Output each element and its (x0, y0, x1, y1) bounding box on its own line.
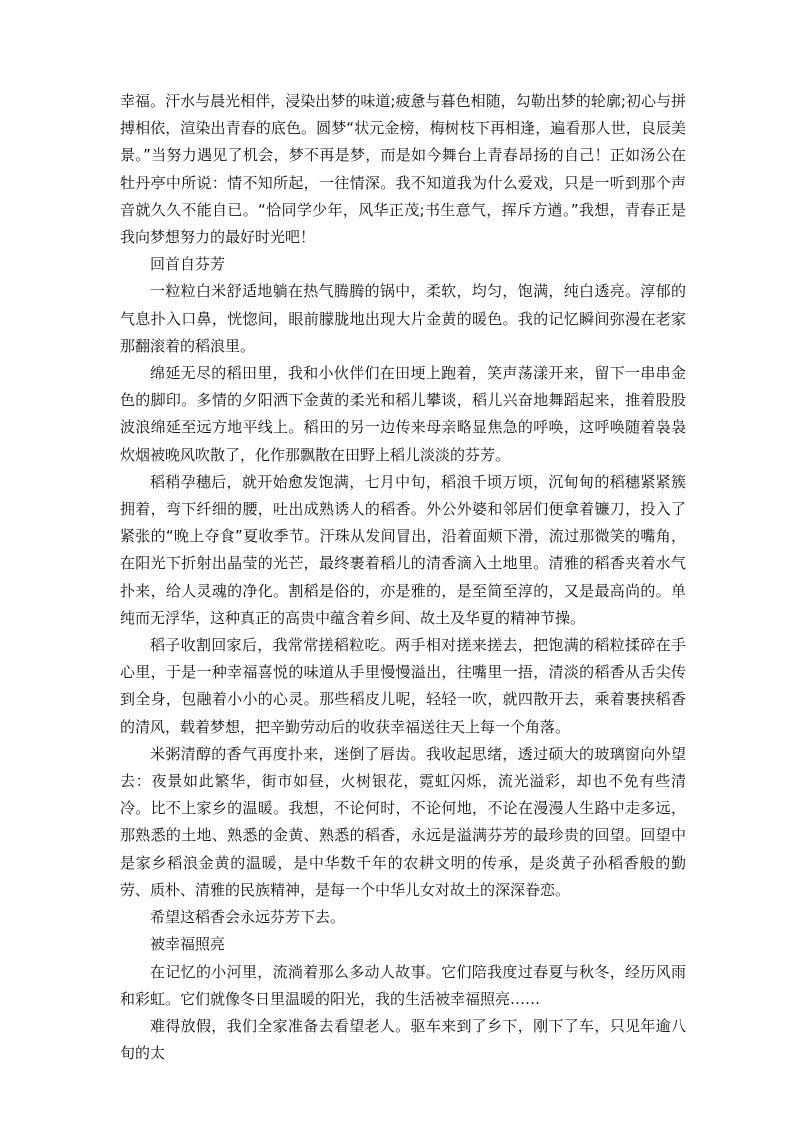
essay-title-huishou: 回首自芬芳 (150, 255, 226, 274)
essay-title-xingfu: 被幸福照亮 (150, 935, 226, 954)
paragraph-memory-river: 在记忆的小河里，流淌着那么多动人故事。它们陪我度过春夏与秋冬，经历风雨和彩虹。它们就像冬日里温暖的阳光，我的生活被幸福照亮…… (120, 962, 686, 1008)
paragraph-holiday-visit: 难得放假，我们全家准备去看望老人。驱车来到了乡下，刚下了车，只见年逾八旬的太 (120, 1016, 686, 1063)
paragraph-rice-field: 绵延无尽的稻田里，我和小伙伴们在田埂上跑着，笑声荡漾开来，留下一串串金色的脚印。多情的夕阳洒下金黄的柔光和稻儿攀谈，稻儿兴奋地舞蹈起来，推着股股波浪绵延至远方地平线上。稻田的另一边传来母亲略显焦急的呼唤，这呼唤随着袅袅炊烟被晚风吹散了，化作那飘散在田野上稻儿淡淡的芬芳。 (120, 364, 686, 464)
paragraph-harvest: 稻稍孕穗后，就开始愈发饱满，七月中旬，稻浪千顷万顷，沉甸甸的稻穗紧紧簇拥着，弯下纤细的腰，吐出成熟诱人的稻香。外公外婆和邻居们便拿着镰刀，投入了紧张的“晚上夺食”夏收季节。汗珠从发间冒出，沿着面颊下滑，流过那微笑的嘴角，在阳光下折射出晶莹的光芒，最终裹着稻儿的清香滴入土地里。清雅的稻香夹着水气扑来，给人灵魂的净化。割稻是俗的，亦是雅的，是至简至淳的，又是最高尚的。单纯而无浮华，这种真正的高贵中蕴含着乡间、故土及华夏的精神节操。 (120, 472, 686, 627)
paragraph-city-night: 米粥清醇的香气再度扑来，迷倒了唇齿。我收起思绪，透过硕大的玻璃窗向外望去：夜景如此繁华，街市如昼，火树银花，霓虹闪烁，流光溢彩，却也不免有些清冷。比不上家乡的温暖。我想，不论何时，不论何地，不论在漫漫人生路中走多远，那熟悉的土地、熟悉的金黄、熟悉的稻香，永远是溢满芬芳的最珍贵的回望。回望中是家乡稻浪金黄的温暖，是中华数千年的农耕文明的传承，是炎黄子孙稻香般的勤劳、质朴、清雅的民族精神，是每一个中华儿女对故土的深深眷恋。 (120, 744, 686, 899)
document-page (120, 88, 686, 1067)
paragraph-hope: 希望这稻香会永远芬芳下去。 (150, 908, 346, 927)
paragraph-rubbing-grain: 稻子收割回家后，我常常搓稻粒吃。两手相对搓来搓去，把饱满的稻粒揉碎在手心里，于是一种幸福喜悦的味道从手里慢慢溢出，往嘴里一捂，清淡的稻香从舌尖传到全身，包融着小小的心灵。那些稻皮儿呢，轻轻一吹，就四散开去，乘着裹挟稻香的清风，载着梦想，把辛勤劳动后的收获幸福送往天上每一个角落。 (120, 636, 686, 736)
paragraph-rice-grain: 一粒粒白米舒适地躺在热气腾腾的锅中，柔软，均匀，饱满，纯白透亮。淳郁的气息扑入口鼻，恍惚间，眼前朦胧地出现大片金黄的暖色。我的记忆瞬间弥漫在老家那翻滚着的稻浪里。 (120, 282, 686, 355)
paragraph-youth-conclusion: 幸福。汗水与晨光相伴，浸染出梦的味道;疲惫与暮色相随，勾勒出梦的轮廓;初心与拼搏相依，渲染出青春的底色。圆梦“状元金榜，梅树枝下再相逢，遍看那人世，良辰美景。”当努力遇见了机会，梦不再是梦，而是如今舞台上青春昂扬的自己！正如汤公在牡丹亭中所说：情不知所起，一往情深。我不知道我为什么爱戏，只是一听到那个声音就久久不能自已。“恰同学少年，风华正茂;书生意气，挥斥方遒。”我想，青春正是我向梦想努力的最好时光吧！ (120, 92, 686, 247)
